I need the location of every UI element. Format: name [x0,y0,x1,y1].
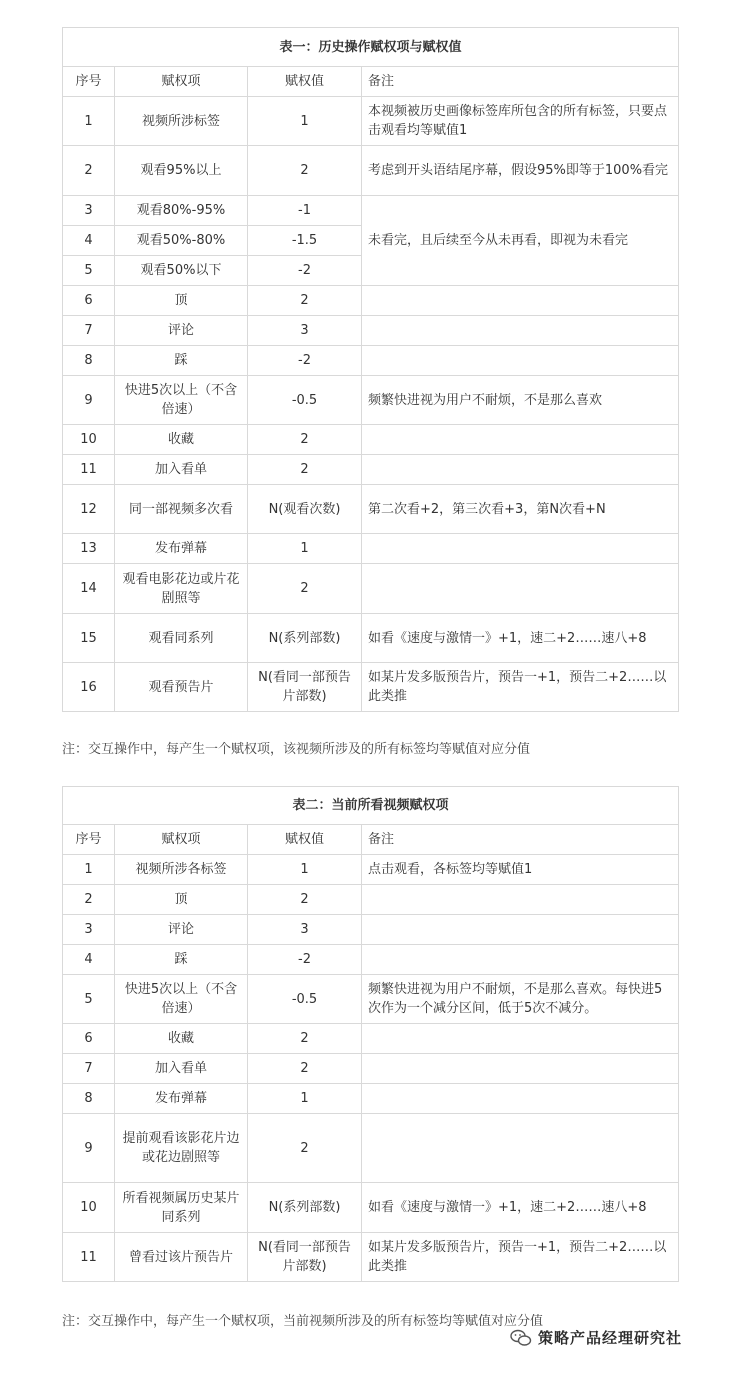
cell-note: 点击观看，各标签均等赋值1 [362,855,679,885]
table-row [63,1114,679,1183]
table-row [63,316,679,346]
cell-no: 7 [63,316,115,346]
cell-no: 10 [63,1183,115,1233]
cell-value: -1 [248,196,362,226]
table-row [63,286,679,316]
cell-item: 评论 [115,915,248,945]
cell-note [362,915,679,945]
cell-no: 6 [63,286,115,316]
cell-item: 观看预告片 [115,663,248,712]
cell-note: 频繁快进视为用户不耐烦，不是那么喜欢 [362,376,679,425]
cell-no: 14 [63,564,115,614]
table-title-row [63,787,679,825]
cell-item: 快进5次以上（不含倍速） [115,975,248,1024]
table-row [63,1183,679,1233]
cell-no: 15 [63,614,115,663]
cell-value: N(系列部数) [248,614,362,663]
table-row [63,663,679,712]
table-row [63,455,679,485]
header-note: 备注 [362,825,679,855]
cell-value: 2 [248,286,362,316]
cell-value: -2 [248,256,362,286]
cell-no: 12 [63,485,115,534]
cell-item: 所看视频属历史某片同系列 [115,1183,248,1233]
cell-value: 1 [248,534,362,564]
cell-value: 2 [248,885,362,915]
cell-note [362,1084,679,1114]
cell-no: 5 [63,975,115,1024]
cell-note [362,945,679,975]
cell-note [362,1024,679,1054]
table-row [63,564,679,614]
cell-note [362,455,679,485]
table-row [63,945,679,975]
cell-item: 观看80%-95% [115,196,248,226]
cell-no: 11 [63,1233,115,1282]
table-title: 表一：历史操作赋权项与赋权值 [63,28,679,67]
cell-no: 5 [63,256,115,286]
cell-item: 观看95%以上 [115,146,248,196]
cell-note: 考虑到开头语结尾序幕，假设95%即等于100%看完 [362,146,679,196]
cell-value: 2 [248,146,362,196]
cell-note: 如看《速度与激情一》+1，速二+2……速八+8 [362,614,679,663]
cell-no: 1 [63,855,115,885]
cell-note [362,564,679,614]
table-row [63,885,679,915]
cell-value: 2 [248,1114,362,1183]
cell-item: 曾看过该片预告片 [115,1233,248,1282]
table-title-row [63,28,679,67]
cell-no: 11 [63,455,115,485]
cell-note [362,425,679,455]
table-title: 表二：当前所看视频赋权项 [63,787,679,825]
cell-no: 9 [63,1114,115,1183]
cell-value: N(看同一部预告片部数) [248,1233,362,1282]
table-row [63,534,679,564]
cell-note [362,534,679,564]
cell-no: 8 [63,1084,115,1114]
header-no: 序号 [63,67,115,97]
table-row [63,196,679,226]
table-history-weights [62,27,679,712]
table-row [63,346,679,376]
table-row [63,485,679,534]
table2-footnote: 注：交互操作中，每产生一个赋权项，当前视频所涉及的所有标签均等赋值对应分值 [62,1314,544,1329]
cell-item: 加入看单 [115,1054,248,1084]
cell-item: 视频所涉各标签 [115,855,248,885]
cell-item: 视频所涉标签 [115,97,248,146]
cell-value: 1 [248,97,362,146]
cell-no: 8 [63,346,115,376]
cell-no: 6 [63,1024,115,1054]
cell-item: 踩 [115,945,248,975]
table-row [63,425,679,455]
header-no: 序号 [63,825,115,855]
cell-item: 提前观看该影花片边或花边剧照等 [115,1114,248,1183]
cell-note: 本视频被历史画像标签库所包含的所有标签，只要点击观看均等赋值1 [362,97,679,146]
cell-no: 9 [63,376,115,425]
cell-item: 评论 [115,316,248,346]
cell-no: 4 [63,945,115,975]
cell-value: 2 [248,1024,362,1054]
cell-item: 快进5次以上（不含倍速） [115,376,248,425]
cell-item: 踩 [115,346,248,376]
cell-note [362,1114,679,1183]
cell-note: 频繁快进视为用户不耐烦，不是那么喜欢。每快进5次作为一个减分区间，低于5次不减分。 [362,975,679,1024]
cell-item: 顶 [115,286,248,316]
cell-no: 13 [63,534,115,564]
cell-value: N(观看次数) [248,485,362,534]
cell-item: 观看电影花边或片花剧照等 [115,564,248,614]
cell-no: 2 [63,146,115,196]
table-header-row [63,825,679,855]
cell-item: 加入看单 [115,455,248,485]
table-row [63,376,679,425]
table1-footnote: 注：交互操作中，每产生一个赋权项，该视频所涉及的所有标签均等赋值对应分值 [62,742,531,757]
wechat-official-account-icon [510,1329,532,1347]
cell-value: -0.5 [248,975,362,1024]
cell-value: -2 [248,346,362,376]
cell-no: 3 [63,915,115,945]
table-row [63,1024,679,1054]
table-row [63,1233,679,1282]
cell-item: 同一部视频多次看 [115,485,248,534]
cell-value: 2 [248,1054,362,1084]
cell-note-merged: 未看完，且后续至今从未再看，即视为未看完 [362,196,679,286]
cell-no: 4 [63,226,115,256]
cell-value: 2 [248,455,362,485]
cell-no: 2 [63,885,115,915]
table-row [63,146,679,196]
cell-item: 观看50%以下 [115,256,248,286]
header-value: 赋权值 [248,825,362,855]
cell-item: 收藏 [115,425,248,455]
cell-item: 发布弹幕 [115,534,248,564]
cell-note: 第二次看+2，第三次看+3，第N次看+N [362,485,679,534]
watermark [510,1327,682,1348]
table-row [63,614,679,663]
cell-item: 顶 [115,885,248,915]
cell-item: 观看50%-80% [115,226,248,256]
cell-item: 发布弹幕 [115,1084,248,1114]
cell-value: 2 [248,425,362,455]
cell-value: -2 [248,945,362,975]
cell-note [362,1054,679,1084]
cell-note [362,286,679,316]
cell-value: 1 [248,855,362,885]
cell-value: N(系列部数) [248,1183,362,1233]
cell-value: 1 [248,1084,362,1114]
table-row [63,1084,679,1114]
table-row [63,97,679,146]
cell-no: 7 [63,1054,115,1084]
cell-no: 16 [63,663,115,712]
cell-value: 3 [248,316,362,346]
cell-item: 观看同系列 [115,614,248,663]
cell-value: 3 [248,915,362,945]
cell-value: -0.5 [248,376,362,425]
cell-no: 10 [63,425,115,455]
header-note: 备注 [362,67,679,97]
cell-value: N(看同一部预告片部数) [248,663,362,712]
header-item: 赋权项 [115,825,248,855]
cell-no: 3 [63,196,115,226]
table-header-row [63,67,679,97]
cell-note [362,885,679,915]
table-row [63,855,679,885]
cell-note [362,316,679,346]
cell-no: 1 [63,97,115,146]
table-row [63,975,679,1024]
cell-note: 如某片发多版预告片，预告一+1，预告二+2……以此类推 [362,663,679,712]
table-row [63,915,679,945]
cell-item: 收藏 [115,1024,248,1054]
cell-note: 如看《速度与激情一》+1，速二+2……速八+8 [362,1183,679,1233]
cell-note [362,346,679,376]
table-row [63,1054,679,1084]
cell-value: -1.5 [248,226,362,256]
table-current-weights [62,786,679,1282]
watermark-text: 策略产品经理研究社 [538,1329,683,1347]
cell-value: 2 [248,564,362,614]
header-item: 赋权项 [115,67,248,97]
cell-note: 如某片发多版预告片，预告一+1，预告二+2……以此类推 [362,1233,679,1282]
header-value: 赋权值 [248,67,362,97]
